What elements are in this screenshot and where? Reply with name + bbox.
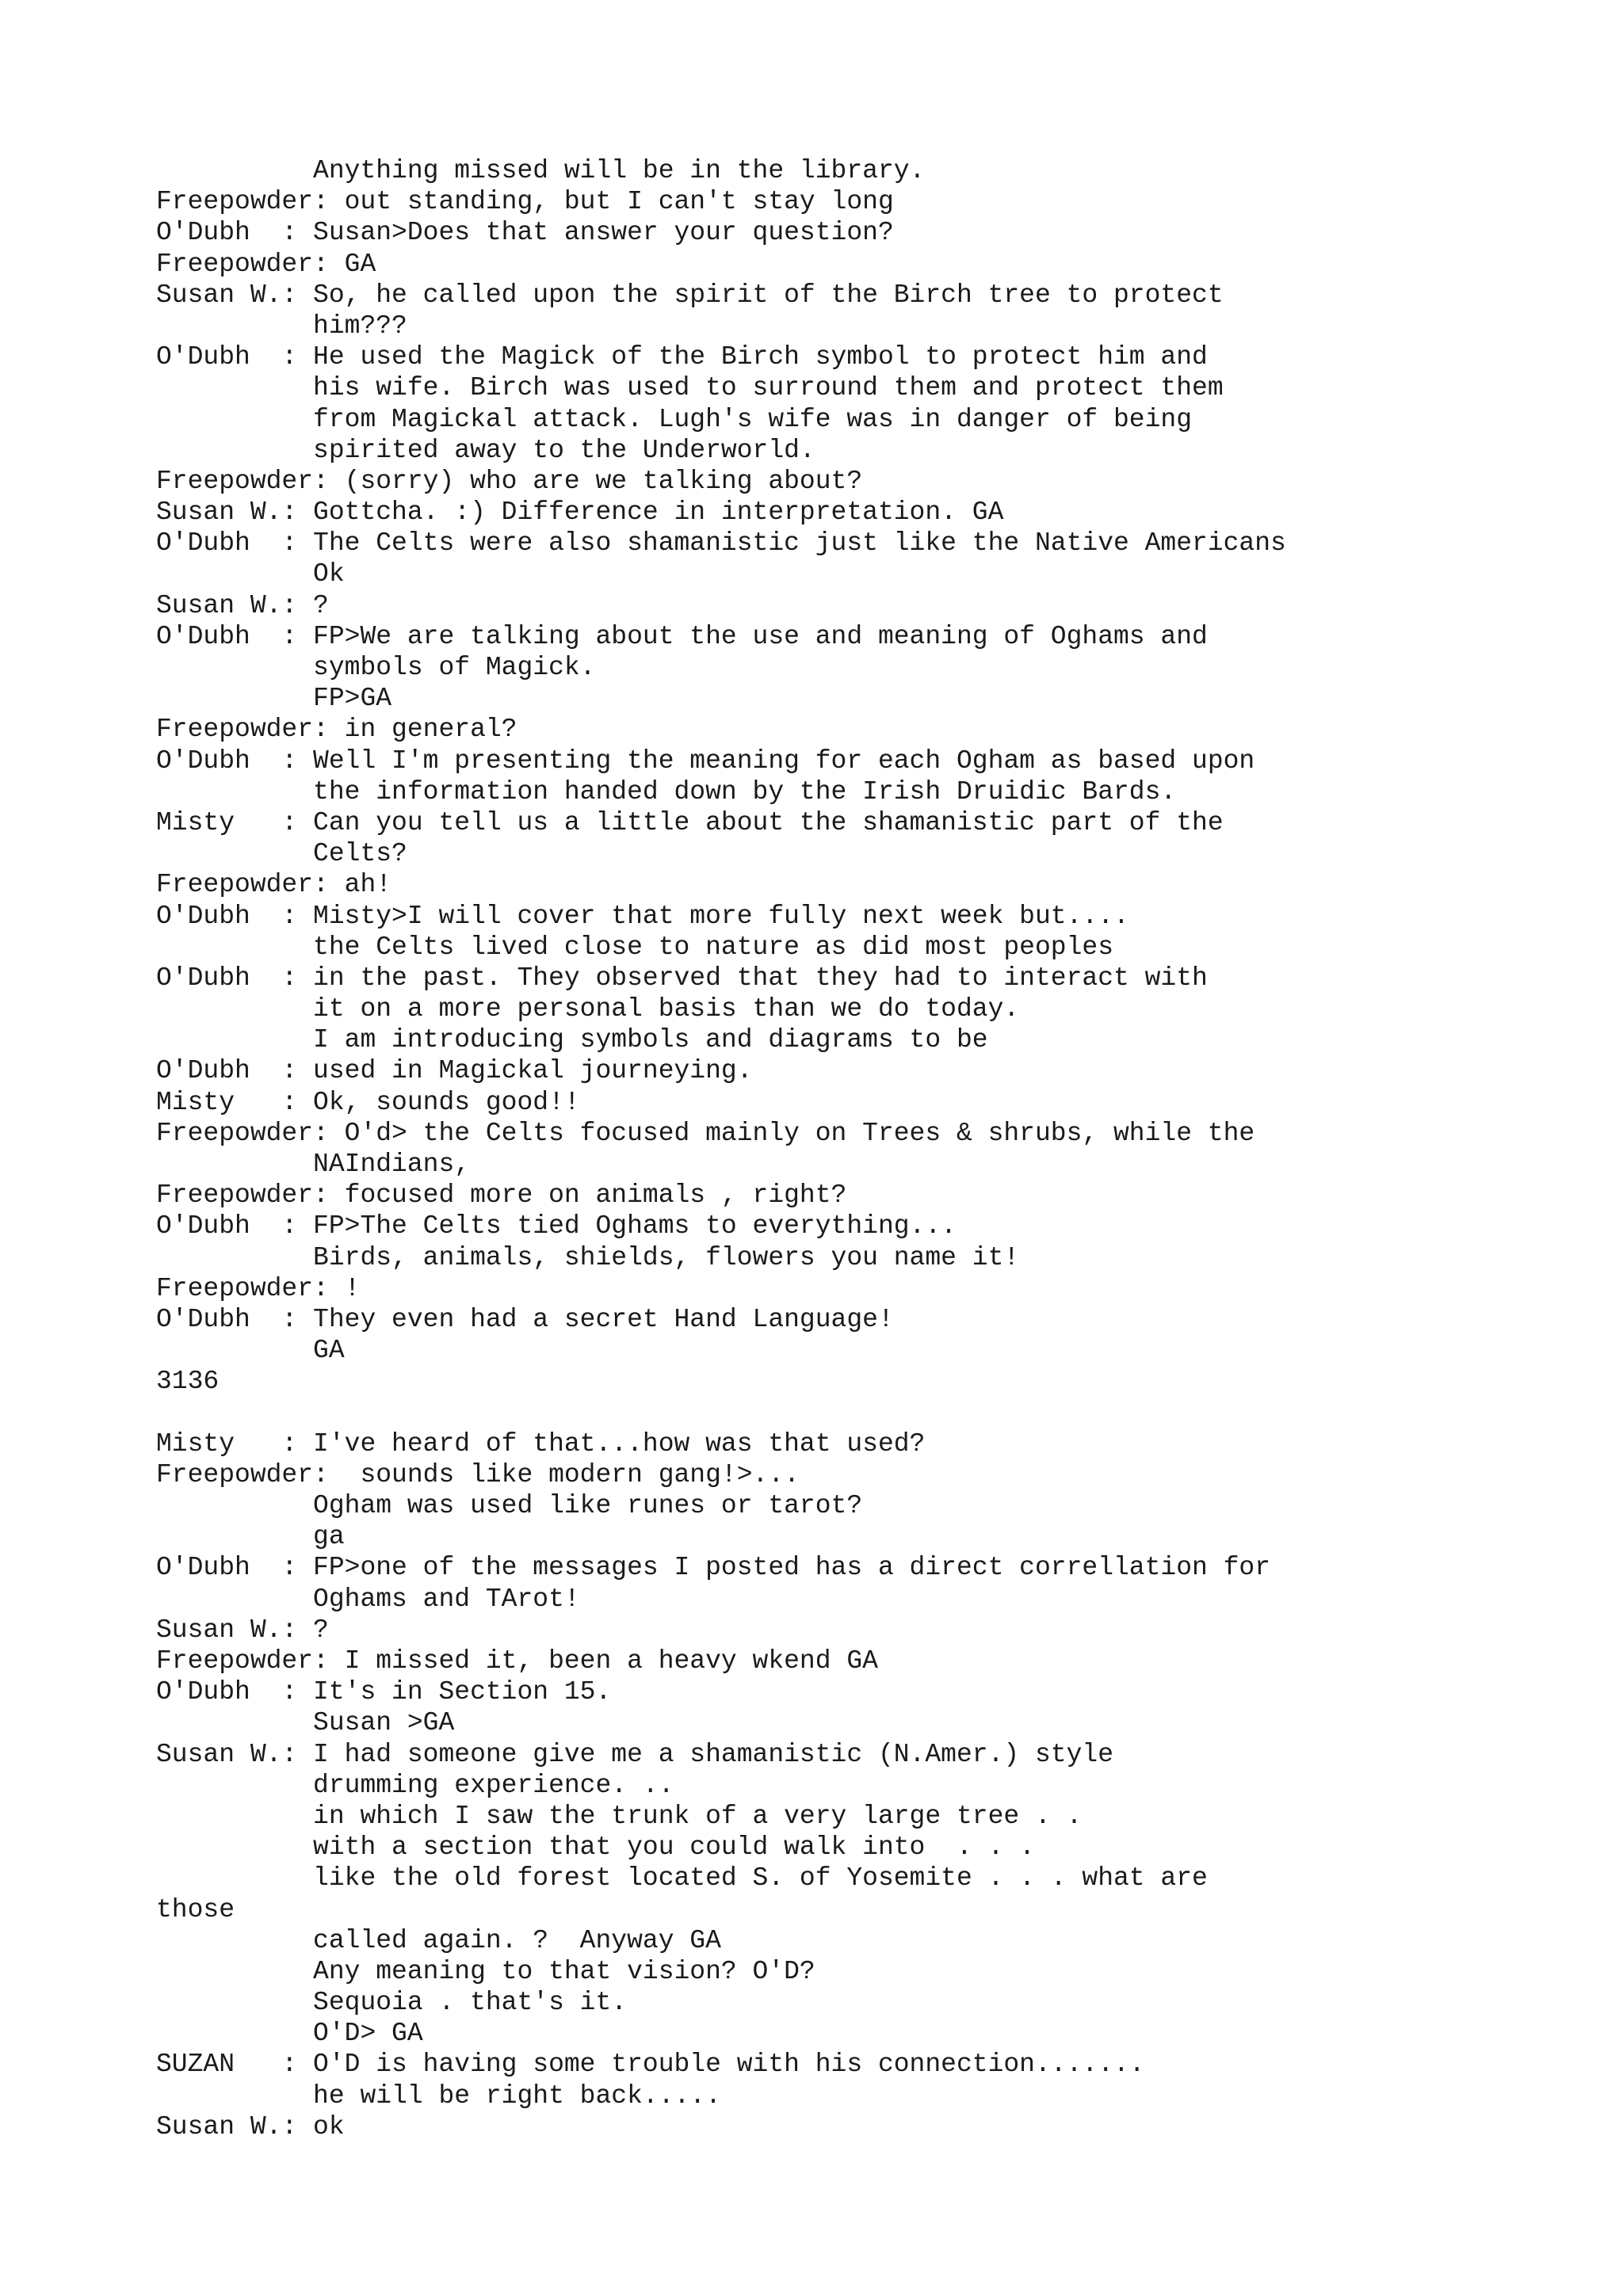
transcript-line: in which I saw the trunk of a very large tree . . — [156, 1801, 1083, 1831]
transcript-line: the information handed down by the Irish Druidic Bards. — [156, 776, 1177, 807]
transcript-line: O'Dubh : Misty>I will cover that more fully next week but.... — [156, 901, 1129, 931]
transcript-line: Freepowder: in general? — [156, 715, 517, 745]
transcript-line: like the old forest located S. of Yosemite . . . what are — [156, 1863, 1208, 1894]
transcript-line: O'Dubh : used in Magickal journeying. — [156, 1056, 753, 1086]
transcript-line: Susan W.: I had someone give me a shamanistic (N.Amer.) style — [156, 1739, 1113, 1769]
transcript-line: O'Dubh : It's in Section 15. — [156, 1677, 612, 1707]
transcript-line: Misty : Ok, sounds good!! — [156, 1087, 580, 1117]
transcript-line: O'Dubh : in the past. They observed that they had to interact with — [156, 963, 1208, 993]
transcript-line: Ogham was used like runes or tarot? — [156, 1491, 863, 1521]
transcript-line: Susan W.: Gottcha. :) Difference in interpretation. GA — [156, 498, 1004, 528]
transcript-line: called again. ? Anyway GA — [156, 1925, 721, 1955]
transcript-line: the Celts lived close to nature as did most peoples — [156, 932, 1113, 962]
transcript-line: Freepowder: ah! — [156, 870, 392, 900]
transcript-line: O'Dubh : FP>The Celts tied Oghams to everything... — [156, 1211, 957, 1241]
transcript-line: those — [156, 1894, 235, 1924]
transcript-line: drumming experience. .. — [156, 1770, 674, 1800]
transcript-line: Freepowder: ! — [156, 1273, 361, 1303]
transcript-line: with a section that you could walk into . . . — [156, 1833, 1035, 1863]
transcript-line: his wife. Birch was used to surround them and protect them — [156, 373, 1224, 403]
transcript-line: ga — [156, 1522, 345, 1552]
transcript-line: Ok — [156, 559, 345, 589]
transcript-line: I am introducing symbols and diagrams to be — [156, 1025, 988, 1055]
transcript-line: O'Dubh : FP>We are talking about the use and meaning of Oghams and — [156, 621, 1208, 651]
transcript-line: Sequoia . that's it. — [156, 1988, 628, 2018]
transcript-line: Any meaning to that vision? O'D? — [156, 1956, 815, 1986]
transcript-line: FP>GA — [156, 684, 392, 714]
transcript-line: Susan W.: ? — [156, 1615, 329, 1645]
transcript-line: Susan W.: ? — [156, 590, 329, 620]
transcript-line: GA — [156, 1336, 345, 1366]
transcript-line: Celts? — [156, 839, 407, 869]
transcript-line: Freepowder: I missed it, been a heavy wkend GA — [156, 1646, 878, 1676]
transcript-line: SUZAN : O'D is having some trouble with his connection....... — [156, 2050, 1145, 2080]
transcript-line: Oghams and TArot! — [156, 1584, 580, 1614]
transcript-line: Susan W.: So, he called upon the spirit of the Birch tree to protect — [156, 280, 1224, 310]
transcript-line: O'Dubh : The Celts were also shamanistic just like the Native Americans — [156, 528, 1286, 559]
transcript-line: O'D> GA — [156, 2019, 423, 2049]
transcript-line: 3136 — [156, 1367, 220, 1397]
transcript-line: Freepowder: (sorry) who are we talking about? — [156, 466, 863, 496]
transcript-line: Misty : I've heard of that...how was that used? — [156, 1428, 926, 1459]
transcript-line: NAIndians, — [156, 1150, 471, 1179]
transcript-line: he will be right back..... — [156, 2081, 721, 2111]
transcript-line: Freepowder: focused more on animals , right? — [156, 1180, 847, 1211]
transcript-line: Misty : Can you tell us a little about the shamanistic part of the — [156, 807, 1224, 837]
transcript-line: O'Dubh : FP>one of the messages I posted has a direct correllation for — [156, 1553, 1271, 1583]
transcript-line: Freepowder: out standing, but I can't stay long — [156, 187, 894, 217]
transcript-line: O'Dubh : Susan>Does that answer your question? — [156, 218, 894, 248]
transcript-line: it on a more personal basis than we do today. — [156, 994, 1020, 1024]
transcript-line: Susan >GA — [156, 1708, 455, 1738]
transcript-line — [156, 1398, 1286, 1428]
chat-transcript — [156, 155, 1286, 2142]
transcript-line: O'Dubh : They even had a secret Hand Language! — [156, 1304, 894, 1334]
transcript-line: O'Dubh : Well I'm presenting the meaning for each Ogham as based upon — [156, 746, 1255, 776]
transcript-line: O'Dubh : He used the Magick of the Birch symbol to protect him and — [156, 342, 1208, 372]
transcript-line: Anything missed will be in the library. — [156, 156, 926, 185]
transcript-line: spirited away to the Underworld. — [156, 435, 815, 465]
transcript-line: Susan W.: ok — [156, 2111, 345, 2142]
transcript-line: Freepowder: O'd> the Celts focused mainly on Trees & shrubs, while the — [156, 1118, 1255, 1148]
transcript-line: him??? — [156, 311, 407, 341]
transcript-line: Freepowder: GA — [156, 249, 376, 279]
transcript-line: Birds, animals, shields, flowers you name it! — [156, 1242, 1020, 1272]
transcript-line: from Magickal attack. Lugh's wife was in danger of being — [156, 404, 1193, 434]
transcript-line: Freepowder: sounds like modern gang!>... — [156, 1459, 800, 1489]
transcript-line: symbols of Magick. — [156, 653, 596, 682]
